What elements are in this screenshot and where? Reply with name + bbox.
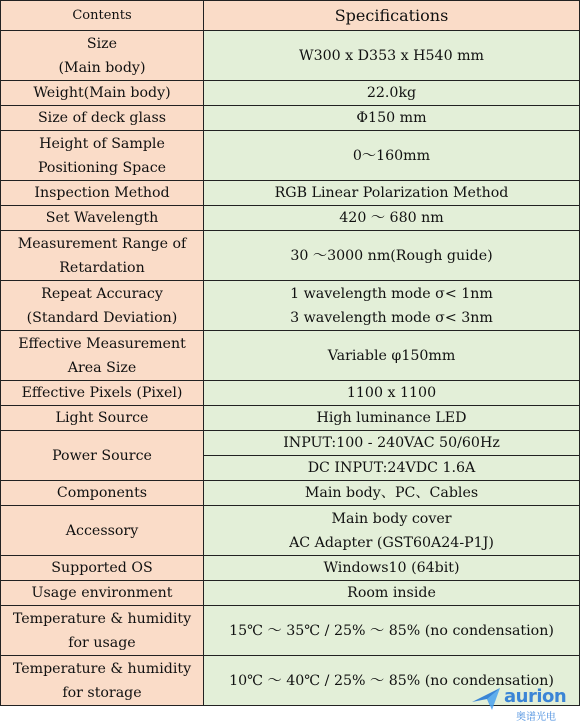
table-row: [1, 581, 580, 606]
table-row: [1, 331, 580, 381]
cell-line: Measurement Range of: [17, 235, 187, 252]
row-label: [1, 506, 204, 556]
cell-line: Size of deck glass: [37, 110, 167, 126]
row-label: [1, 106, 204, 131]
table-row: [1, 81, 580, 106]
row-value: [204, 281, 580, 331]
spec-body: [1, 31, 580, 706]
cell-line: W300 x D353 x H540 mm: [298, 47, 485, 64]
table-row: [1, 606, 580, 656]
row-value: [204, 456, 580, 481]
header-specifications: Specifications: [204, 1, 580, 31]
row-label: [1, 131, 204, 181]
cell-line: Size: [86, 35, 118, 52]
row-label: [1, 281, 204, 331]
row-value: [204, 131, 580, 181]
cell-line: AC Adapter (GST60A24-P1J): [289, 534, 494, 551]
watermark-brand: aurion: [504, 686, 567, 707]
row-label: [1, 481, 204, 506]
row-label: [1, 31, 204, 81]
table-row: [1, 106, 580, 131]
table-row: [1, 31, 580, 81]
cell-line: Supported OS: [51, 560, 153, 576]
row-value: [204, 106, 580, 131]
row-label: [1, 331, 204, 381]
cell-line: (Main body): [58, 59, 146, 76]
row-value: [204, 581, 580, 606]
row-label: [1, 606, 204, 656]
cell-line: 1100 x 1100: [346, 385, 437, 401]
cell-line: Room inside: [347, 585, 436, 601]
cell-line: Temperature & humidity: [12, 610, 192, 627]
table-row: [1, 281, 580, 331]
table-row: [1, 131, 580, 181]
table-row: [1, 206, 580, 231]
cell-line: Windows10 (64bit): [323, 560, 460, 576]
cell-line: Set Wavelength: [45, 210, 159, 226]
cell-line: Power Source: [52, 447, 152, 464]
row-label: [1, 656, 204, 706]
row-value: [204, 606, 580, 656]
row-value: [204, 506, 580, 556]
row-value: [204, 81, 580, 106]
cell-line: Light Source: [55, 410, 149, 426]
row-value: [204, 656, 580, 706]
cell-line: 1 wavelength mode σ< 1nm: [290, 285, 493, 302]
cell-line: 30 ～3000 nm(Rough guide): [290, 247, 493, 264]
cell-line: Components: [56, 485, 148, 501]
cell-line: Inspection Method: [34, 185, 170, 201]
table-row: [1, 231, 580, 281]
cell-line: DC INPUT:24VDC 1.6A: [307, 460, 476, 476]
cell-line: 420 ～ 680 nm: [339, 210, 444, 226]
cell-line: Main body、PC、Cables: [304, 485, 479, 501]
row-label: [1, 206, 204, 231]
cell-line: Accessory: [65, 522, 139, 539]
cell-line: Effective Pixels (Pixel): [21, 385, 183, 401]
cell-line: Weight(Main body): [33, 85, 171, 101]
row-label: [1, 431, 204, 481]
cell-line: Usage environment: [31, 585, 173, 601]
table-row: [1, 406, 580, 431]
table-row: [1, 381, 580, 406]
cell-line: 3 wavelength mode σ< 3nm: [290, 309, 493, 326]
row-label: [1, 406, 204, 431]
cell-line: for usage: [68, 634, 136, 651]
cell-line: Area Size: [67, 359, 137, 376]
row-label: [1, 181, 204, 206]
row-value: [204, 556, 580, 581]
table-row: [1, 431, 580, 456]
row-value: [204, 181, 580, 206]
cell-line: Height of Sample: [39, 135, 165, 152]
cell-line: Variable φ150mm: [327, 347, 456, 364]
table-row: [1, 481, 580, 506]
cell-line: RGB Linear Polarization Method: [274, 185, 509, 201]
row-value: [204, 406, 580, 431]
row-label: [1, 581, 204, 606]
cell-line: 22.0kg: [366, 85, 417, 101]
table-row: [1, 506, 580, 556]
cell-line: Main body cover: [331, 510, 452, 527]
cell-line: INPUT:100 - 240VAC 50/60Hz: [283, 435, 500, 451]
cell-line: Repeat Accuracy: [41, 285, 163, 302]
cell-line: High luminance LED: [316, 410, 467, 426]
cell-line: Retardation: [59, 259, 145, 276]
cell-line: 10℃ ～ 40℃ / 25% ～ 85% (no condensation): [229, 672, 554, 689]
cell-line: Positioning Space: [37, 159, 167, 176]
header-row: [1, 1, 580, 31]
cell-line: for storage: [62, 684, 142, 701]
row-label: [1, 81, 204, 106]
header-contents: Contents: [1, 1, 204, 31]
row-value: [204, 31, 580, 81]
cell-line: 0～160mm: [352, 147, 431, 164]
row-label: [1, 231, 204, 281]
row-value: [204, 431, 580, 456]
table-row: [1, 656, 580, 706]
row-label: [1, 556, 204, 581]
row-value: [204, 206, 580, 231]
table-row: [1, 181, 580, 206]
row-value: [204, 231, 580, 281]
cell-line: Φ150 mm: [356, 110, 427, 126]
cell-line: 15℃ ～ 35℃ / 25% ～ 85% (no condensation): [229, 622, 554, 639]
watermark-subtitle: 奥谱光电: [516, 712, 556, 723]
cell-line: Temperature & humidity: [12, 660, 192, 677]
cell-line: (Standard Deviation): [26, 309, 178, 326]
table-row: [1, 556, 580, 581]
row-label: [1, 381, 204, 406]
cell-line: Effective Measurement: [18, 335, 186, 352]
row-value: [204, 331, 580, 381]
row-value: [204, 381, 580, 406]
row-value: [204, 481, 580, 506]
